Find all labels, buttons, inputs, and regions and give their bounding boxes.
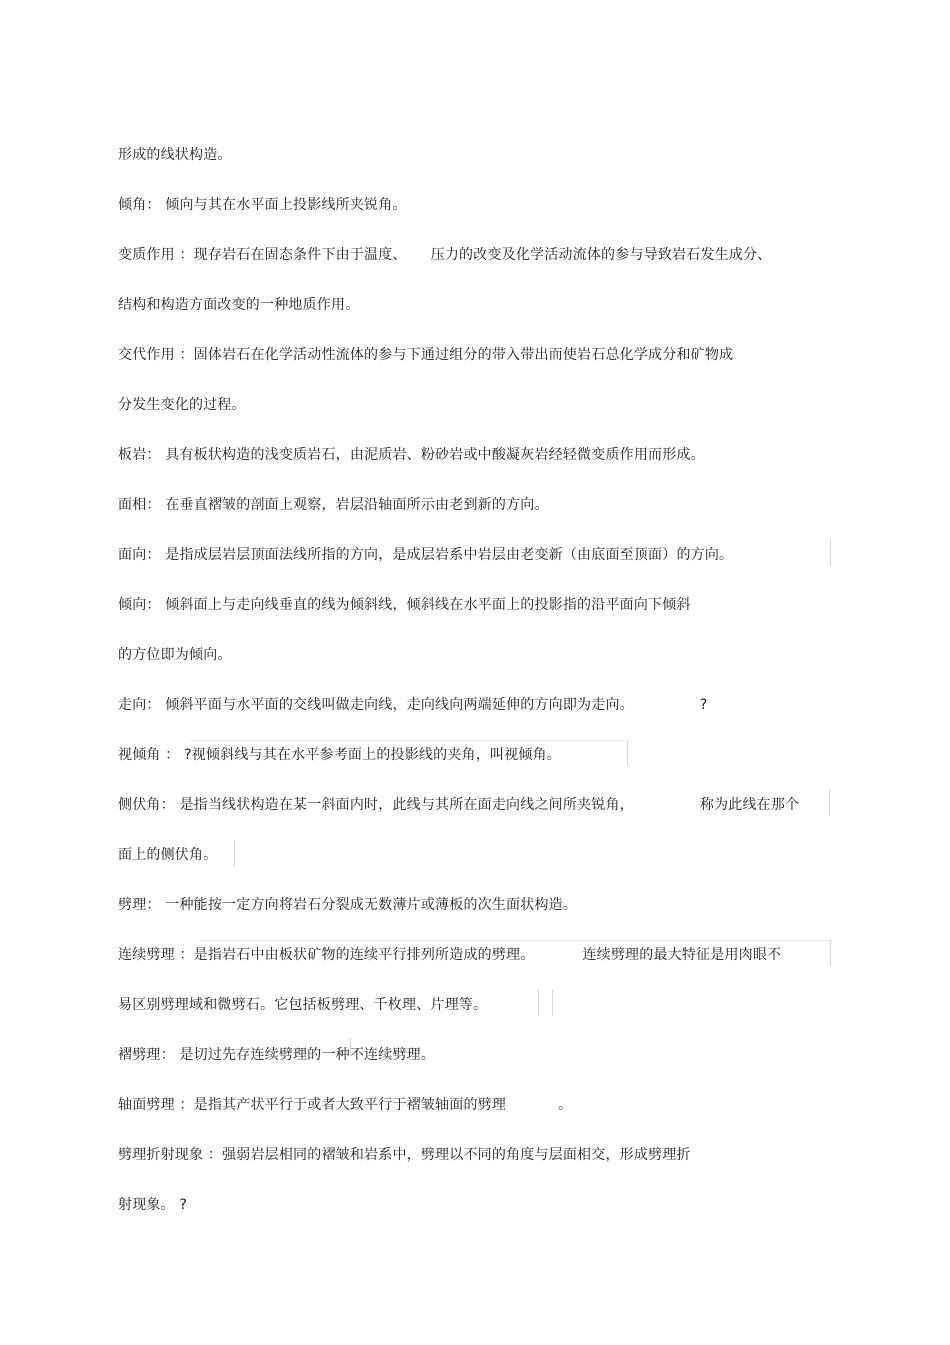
text-line: 形成的线状构造。 (118, 147, 232, 163)
definition-metasomatism: 交代作用 ：固体岩石在化学活动性流体的参与下通过组分的带入带出而使岩石总化学成分和矿物成 (118, 347, 734, 363)
text-segment: 压力的改变及化学活动流体的参与导致岩石发生成分、 (430, 247, 772, 263)
scan-rule (538, 990, 539, 1016)
definition-dip-angle: 倾角： 倾向与其在水平面上投影线所夹锐角。 (118, 197, 407, 213)
text-line: 分发生变化的过程。 (118, 397, 246, 413)
text-line: 射现象。 ? (118, 1197, 188, 1213)
definition-cleavage: 劈理： 一种能按一定方向将岩石分裂成无数薄片或薄板的次生面状构造。 (118, 897, 578, 913)
definition-metamorphism (118, 245, 771, 265)
definition-dip-direction: 倾向： 倾斜面上与走向线垂直的线为倾斜线，倾斜线在水平面上的投影指的沿平面向下倾斜 (118, 597, 691, 613)
definition-pitch (118, 795, 799, 815)
definition-cleavage-refraction: 劈理折射现象 ：强弱岩层相同的褶皱和岩系中，劈理以不同的角度与层面相交，形成劈理折 (118, 1147, 691, 1163)
text-line: 易区别劈理域和微劈石。它包括板劈理、千枚理、片理等。 (118, 997, 488, 1013)
text-segment: 连续劈理的最大特征是用肉眼不 (582, 947, 782, 963)
scan-rule (830, 540, 831, 566)
text-segment: 。 (558, 1097, 573, 1113)
definition-slate: 板岩： 具有板状构造的浅变质岩石，由泥质岩、粉砂岩或中酸凝灰岩经轻微变质作用而形成。 (118, 447, 705, 463)
text-segment: 连续劈理 ：是指岩石中由板状矿物的连续平行排列所造成的劈理。 (118, 947, 535, 963)
text-segment: 侧伏角： 是指当线状构造在某一斜面内时，此线与其所在面走向线之间所夹锐角， (118, 797, 634, 813)
text-segment: 称为此线在那个 (699, 797, 800, 813)
scan-rule (830, 940, 831, 966)
definition-younging: 面向： 是指成层岩层顶面法线所指的方向，是成层岩系中岩层由老变新（由底面至顶面）的方向。 (118, 547, 734, 563)
definition-crenulation-cleavage: 褶劈理： 是切过先存连续劈理的一种不连续劈理。 (118, 1047, 436, 1063)
text-segment: ? (699, 697, 708, 713)
scan-rule (234, 840, 235, 866)
scan-rule (627, 740, 628, 766)
definition-axial-plane-cleavage (118, 1095, 572, 1115)
scan-rule (350, 1038, 351, 1056)
text-segment: 变质作用 ：现存岩石在固态条件下由于温度、 (118, 247, 407, 263)
text-line: 面上的侧伏角。 (118, 847, 218, 863)
scan-rule (190, 740, 626, 741)
definition-apparent-dip: 视倾角 ： ?视倾斜线与其在水平参考面上的投影线的夹角，叫视倾角。 (118, 747, 561, 763)
scan-rule (552, 990, 553, 1016)
definition-continuous-cleavage (118, 945, 781, 965)
scan-rule (829, 790, 830, 816)
definition-strike (118, 695, 708, 715)
text-segment: 走向： 倾斜平面与水平面的交线叫做走向线，走向线向两端延伸的方向即为走向。 (118, 697, 634, 713)
text-segment: 轴面劈理 ：是指其产状平行于或者大致平行于褶皱轴面的劈理 (118, 1097, 507, 1113)
text-line: 的方位即为倾向。 (118, 647, 232, 663)
definition-facing: 面相： 在垂直褶皱的剖面上观察，岩层沿轴面所示由老到新的方向。 (118, 497, 549, 513)
scan-rule (200, 940, 830, 941)
text-line: 结构和构造方面改变的一种地质作用。 (118, 297, 360, 313)
